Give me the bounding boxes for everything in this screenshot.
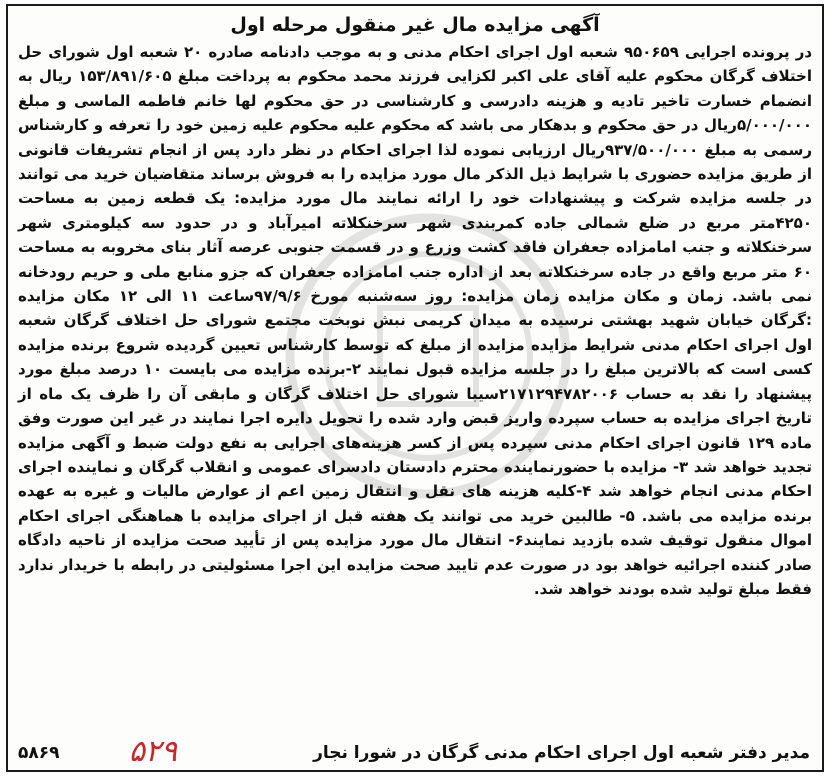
notice-card: [6, 4, 824, 772]
notice-footer: [8, 734, 822, 768]
handwritten-number-mark: [78, 732, 228, 766]
notice-title: آگهی مزایده مال غیر منقول مرحله اول: [230, 14, 600, 36]
notice-body: در پرونده اجرایی ۹۵۰۶۵۹ شعبه اول اجرای احکام مدنی و به موجب دادنامه صادره ۲۰ شعبه اول شورای حل اختلاف گرگان محکوم علیه آقای علی اکبر لکزایی فرزند محمد محکوم به پرداخت مبلغ ۱۵۳/۸۹۱/۶۰۵ ریال به انضمام خسارت تاخیر تادیه و هزینه دادرسی و کارشناسی در حق محکوم لها خانم فاطمه الماسی و مبلغ ۵/۰۰۰/۰۰۰ریال در حق محکوم و بدهکار می باشد که محکوم علیه محکوم علیه زمین خود را تعرفه و کارشناس رسمی به مبلغ ۹۳۷/۵۰۰/۰۰۰ریال ارزیابی نموده لذا اجرای احکام در نظر دارد پس از انجام تشریفات قانونی از طریق مزایده حضوری با شرایط ذیل الذکر مال مورد مزایده را به فروش برساند متقاضیان خرید می توانند در جلسه مزایده شرکت و پیشنهادات خود را ارائه نمایند مال مورد مزایده: یک قطعه زمین به مساحت ۴۲۵۰متر مربع در ضلع شمالی جاده کمربندی شهر سرخنکلاته امیرآباد و در حدود سه کیلومتری شهر سرخنکلاته و جنب امامزاده جعفران فاقد کشت وزرع و در قسمت جنوبی عرصه آثار بنای مخروبه به مساحت ۶۰ متر مربع واقع در جاده سرخنکلاته بعد از اداره جنب امامزاده جعفران که جزو منابع ملی و حریم رودخانه نمی باشد. زمان و مکان مزایده زمان مزایده: روز سه‌شنبه مورخ ۹۷/۹/۶ساعت ۱۱ الی ۱۲ مکان مزایده :گرگان خیابان شهید بهشتی نرسیده به میدان کریمی نبش نوبخت مجتمع شورای حل اختلاف گرگان شعبه اول اجرای احکام مدنی شرایط مزایده مزایده از مبلغ که توسط کارشناس تعیین گردیده شروع برنده مزایده کسی است که بالاترین مبلغ را در جلسه مزایده قبول نمایند ۲-برنده مزایده می بایست ۱۰ درصد مبلغ مورد پیشنهاد را نقد به حساب ۲۱۷۱۲۹۴۷۸۲۰۰۶سیبا شورای حل اختلاف گرگان و مابقی آن را ظرف یک ماه از تاریخ اجرای مزایده به حساب سپرده واریز قبض وارد شده را تحویل دایره اجرا نمایند در غیر این صورت وفق ماده ۱۲۹ قانون اجرای احکام مدنی سپرده پس از کسر هزینه‌های اجرایی به نفع دولت ضبط و آگهی مزایده تجدید خواهد شد ۳- مزایده با حضورنماینده محترم دادستان دادسرای عمومی و انقلاب گرگان و نماینده اجرای احکام مدنی انجام خواهد شد ۴-کلیه هزینه های نقل و انتقال زمین اعم از عوارض مالیات و غیره به عهده برنده مزایده می باشد. ۵- طالبین خرید می توانند یک هفته قبل از اجرای مزایده با هماهنگی اجرای احکام اموال منقول توقیف شده بازدید نمایند۶- انتقال مال مورد مزایده پس از تأیید صحت مزایده از ناحیه دادگاه صادر کننده اجرائیه خواهد بود در صورت عدم تایید صحت مزایده این اجرا مسئولیتی در رابطه با خریدار ندارد فقط مبلغ تولید شده بودند خواهد شد.: [18, 43, 813, 598]
notice-code: ۵۸۶۹: [18, 743, 60, 763]
signature-line: مدیر دفتر شعبه اول اجرای احکام مدنی گرگان در شورا نجار: [313, 743, 810, 763]
handwritten-number-text: ۵۲۹: [128, 734, 178, 766]
